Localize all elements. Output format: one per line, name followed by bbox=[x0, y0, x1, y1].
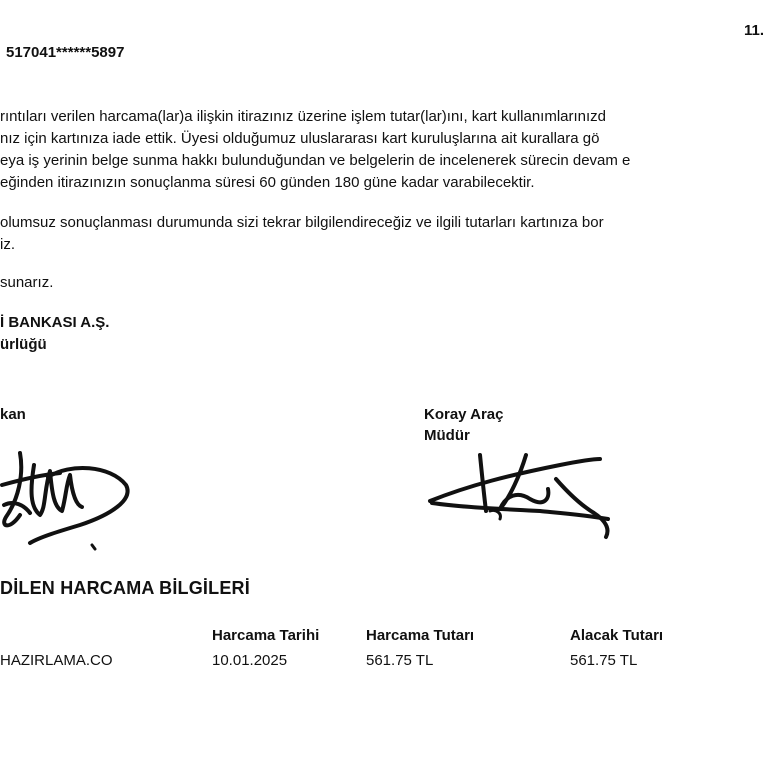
paragraph-line: olumsuz sonuçlanması durumunda sizi tekrar bilgilendireceğiz ve ilgili tutarları kartınıza bor bbox=[0, 214, 604, 231]
left-signature bbox=[0, 445, 140, 555]
bank-name: İ BANKASI A.Ş. bbox=[0, 314, 110, 331]
left-signatory-name: kan bbox=[0, 406, 26, 423]
paragraph-refund-info bbox=[0, 106, 768, 194]
paragraph-negative-outcome bbox=[0, 212, 768, 256]
header-harcama-tutari: Harcama Tutarı bbox=[366, 627, 475, 644]
credit-amount: 561.75 TL bbox=[570, 652, 638, 669]
paragraph-line: nız için kartınıza iade ettik. Üyesi olduğumuz uluslararası kart kuruluşlarına ait kurallara gö bbox=[0, 130, 600, 147]
header-harcama-tarihi: Harcama Tarihi bbox=[212, 627, 320, 644]
paragraph-line: rıntıları verilen harcama(lar)a ilişkin itirazınız üzerine işlem tutar(lar)ını, kart kullanımlarınızd bbox=[0, 108, 607, 125]
paragraph-line: eya iş yerinin belge sunma hakkı bulunduğundan ve belgelerin de incelenerek sürecin devam e bbox=[0, 152, 631, 169]
transaction-date: 10.01.2025 bbox=[212, 652, 288, 669]
paragraph-line: iz. bbox=[0, 236, 15, 253]
merchant-name: HAZIRLAMA.CO bbox=[0, 652, 113, 669]
card-number: 517041******5897 bbox=[6, 44, 125, 61]
paragraph-line: eğinden itirazınızın sonuçlanma süresi 60 günden 180 güne kadar varabilecektir. bbox=[0, 174, 535, 191]
table-heading: DİLEN HARCAMA BİLGİLERİ bbox=[0, 578, 250, 598]
transaction-amount: 561.75 TL bbox=[366, 652, 434, 669]
right-signatory-name: Koray Araç bbox=[424, 406, 504, 423]
right-signature bbox=[420, 445, 620, 555]
header-alacak-tutari: Alacak Tutarı bbox=[570, 627, 664, 644]
date-fragment: 11. bbox=[744, 22, 765, 39]
bank-department: ürlüğü bbox=[0, 336, 47, 353]
closing-line: sunarız. bbox=[0, 274, 54, 291]
right-signatory-title: Müdür bbox=[424, 427, 470, 444]
